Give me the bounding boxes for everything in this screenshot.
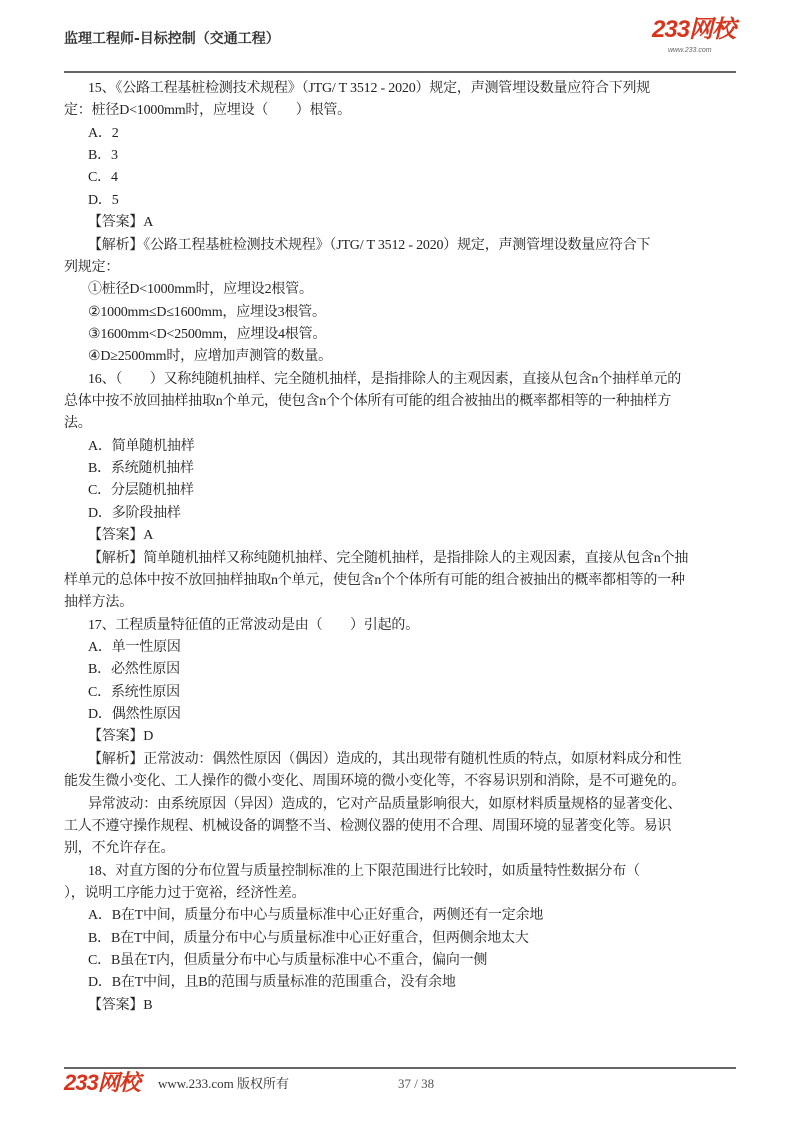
brand-logo: 233网校	[652, 16, 736, 43]
text-line: 总体中按不放回抽样抽取n个单元，使包含n个个体所有可能的组合被抽出的概率都相等的一种抽样方	[64, 394, 671, 410]
text-line: D．5	[88, 192, 119, 208]
footer-divider	[64, 1067, 736, 1069]
text-line: ④D≥2500mm时，应增加声测管的数量。	[88, 349, 332, 365]
footer-logo: 233网校	[64, 1070, 140, 1095]
text-line: C．4	[88, 170, 118, 186]
text-line: B．必然性原因	[88, 662, 180, 678]
text-line: 【答案】B	[88, 997, 153, 1013]
text-line: A．简单随机抽样	[88, 438, 195, 454]
text-line: 【解析】正常波动：偶然性原因（偶因）造成的，其出现带有随机性质的特点，如原材料成分和性	[88, 751, 682, 767]
text-line: 工人不遵守操作规程、机械设备的调整不当、检测仪器的使用不合理、周围环境的显著变化等。易识	[64, 818, 672, 834]
text-line: A．2	[88, 125, 119, 141]
text-line: 抽样方法。	[64, 595, 133, 611]
text-line: ③1600mm<D<2500mm，应埋设4根管。	[88, 326, 327, 342]
text-line: D．偶然性原因	[88, 707, 181, 723]
text-line: A．B在T中间，质量分布中心与质量标准中心正好重合，两侧还有一定余地	[88, 908, 544, 924]
footer-copyright: www.233.com 版权所有	[158, 1076, 289, 1091]
text-line: B．3	[88, 148, 118, 164]
text-line: 【解析】《公路工程基桩检测技术规程》（JTG/ T 3512 - 2020）规定，声测管埋设数量应符合下	[88, 237, 651, 253]
text-line: A．单一性原因	[88, 639, 181, 655]
text-line: 异常波动：由系统原因（异因）造成的，它对产品质量影响很大，如原材料质量规格的显著变化、	[88, 796, 682, 812]
text-line: C．分层随机抽样	[88, 483, 194, 499]
text-line: 17、工程质量特征值的正常波动是由（ ）引起的。	[88, 617, 419, 633]
text-line: ②1000mm≤D≤1600mm，应埋设3根管。	[88, 304, 326, 320]
text-line: 【答案】A	[88, 528, 154, 544]
header-divider	[64, 71, 736, 73]
text-line: 样单元的总体中按不放回抽样抽取n个单元，使包含n个个体所有可能的组合被抽出的概率都相等的一种	[64, 572, 685, 588]
text-line: 列规定：	[64, 259, 120, 275]
text-line: 【解析】简单随机抽样又称纯随机抽样、完全随机抽样，是指排除人的主观因素，直接从包含n个抽	[88, 550, 689, 566]
text-line: D．B在T中间，且B的范围与质量标准的范围重合，没有余地	[88, 975, 456, 991]
text-line: ①桩径D<1000mm时，应埋设2根管。	[88, 282, 313, 298]
text-line: 【答案】D	[88, 729, 154, 745]
text-line: 定：桩径D<1000mm时，应埋设（ ）根管。	[64, 103, 351, 119]
page-number: 37 / 38	[398, 1076, 435, 1091]
brand-logo-url: www.233.com	[668, 47, 712, 54]
text-line: 能发生微小变化、工人操作的微小变化、周围环境的微小变化等，不容易识别和消除，是不可避免的。	[64, 774, 685, 790]
text-line: 18、对直方图的分布位置与质量控制标准的上下限范围进行比较时，如质量特性数据分布（	[88, 863, 640, 879]
text-line: C．系统性原因	[88, 684, 180, 700]
text-line: 16、（ ）又称纯随机抽样、完全随机抽样，是指排除人的主观因素，直接从包含n个抽样单元的	[88, 371, 681, 387]
text-line: D．多阶段抽样	[88, 505, 181, 521]
document-body	[64, 78, 736, 1017]
text-line: C．B虽在T内，但质量分布中心与质量标准中心不重合，偏向一侧	[88, 953, 488, 969]
text-line: ），说明工序能力过于宽裕，经济性差。	[64, 885, 306, 901]
text-line: 15、《公路工程基桩检测技术规程》（JTG/ T 3512 - 2020）规定，声测管埋设数量应符合下列规	[88, 81, 651, 96]
header-title: 监理工程师-目标控制（交通工程）	[64, 31, 280, 47]
text-line: B．系统随机抽样	[88, 461, 194, 477]
text-line: B．B在T中间，质量分布中心与质量标准中心正好重合，但两侧余地太大	[88, 930, 529, 946]
text-line: 别，不允许存在。	[64, 841, 175, 857]
text-line: 【答案】A	[88, 215, 154, 231]
text-line: 法。	[64, 416, 92, 432]
